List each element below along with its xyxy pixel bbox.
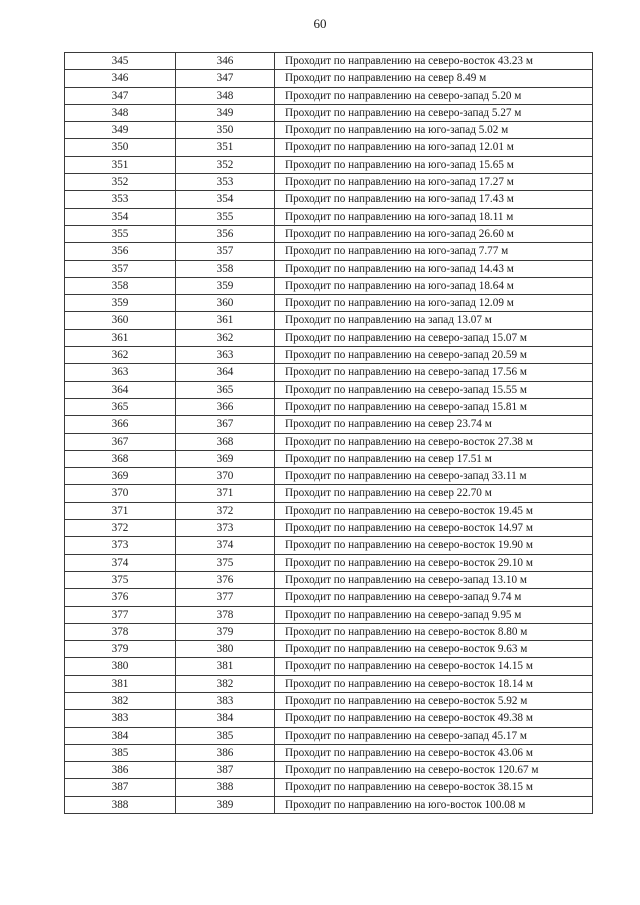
point-from-cell: 361 <box>65 329 176 346</box>
point-from-cell: 355 <box>65 225 176 242</box>
point-to-cell: 360 <box>176 295 275 312</box>
point-from-cell: 363 <box>65 364 176 381</box>
segment-description-cell: Проходит по направлению на северо-запад 9.74 м <box>275 589 593 606</box>
table-row <box>65 606 593 623</box>
table-row <box>65 381 593 398</box>
table-row <box>65 450 593 467</box>
table-row <box>65 347 593 364</box>
point-to-cell: 366 <box>176 398 275 415</box>
table-row <box>65 364 593 381</box>
point-from-cell: 346 <box>65 70 176 87</box>
point-from-cell: 368 <box>65 450 176 467</box>
segment-description-cell: Проходит по направлению на север 22.70 м <box>275 485 593 502</box>
point-to-cell: 374 <box>176 537 275 554</box>
point-to-cell: 379 <box>176 623 275 640</box>
point-from-cell: 353 <box>65 191 176 208</box>
segment-description-cell: Проходит по направлению на юго-запад 18.11 м <box>275 208 593 225</box>
segment-description-cell: Проходит по направлению на юго-запад 12.09 м <box>275 295 593 312</box>
table-row <box>65 174 593 191</box>
point-from-cell: 352 <box>65 174 176 191</box>
segment-description-cell: Проходит по направлению на запад 13.07 м <box>275 312 593 329</box>
table-row <box>65 641 593 658</box>
segment-description-cell: Проходит по направлению на северо-запад 15.81 м <box>275 398 593 415</box>
point-to-cell: 355 <box>176 208 275 225</box>
segment-description-cell: Проходит по направлению на юго-запад 26.60 м <box>275 225 593 242</box>
point-from-cell: 377 <box>65 606 176 623</box>
point-to-cell: 365 <box>176 381 275 398</box>
table-row <box>65 710 593 727</box>
table-row <box>65 520 593 537</box>
point-from-cell: 354 <box>65 208 176 225</box>
table-row <box>65 623 593 640</box>
point-from-cell: 373 <box>65 537 176 554</box>
point-from-cell: 349 <box>65 122 176 139</box>
point-from-cell: 388 <box>65 796 176 813</box>
point-to-cell: 389 <box>176 796 275 813</box>
point-to-cell: 375 <box>176 554 275 571</box>
table-row <box>65 225 593 242</box>
point-from-cell: 376 <box>65 589 176 606</box>
point-from-cell: 379 <box>65 641 176 658</box>
segment-description-cell: Проходит по направлению на северо-восток 18.14 м <box>275 675 593 692</box>
table-row <box>65 122 593 139</box>
table-row <box>65 87 593 104</box>
table-row <box>65 208 593 225</box>
point-from-cell: 369 <box>65 468 176 485</box>
segment-description-cell: Проходит по направлению на северо-восток 14.97 м <box>275 520 593 537</box>
point-from-cell: 367 <box>65 433 176 450</box>
table-row <box>65 692 593 709</box>
point-from-cell: 358 <box>65 277 176 294</box>
table-row <box>65 762 593 779</box>
point-to-cell: 384 <box>176 710 275 727</box>
segment-description-cell: Проходит по направлению на северо-запад 13.10 м <box>275 571 593 588</box>
point-to-cell: 367 <box>176 416 275 433</box>
table-row <box>65 139 593 156</box>
point-to-cell: 380 <box>176 641 275 658</box>
table-row <box>65 433 593 450</box>
segment-description-cell: Проходит по направлению на северо-восток 27.38 м <box>275 433 593 450</box>
point-to-cell: 349 <box>176 104 275 121</box>
point-to-cell: 363 <box>176 347 275 364</box>
segment-description-cell: Проходит по направлению на юго-запад 15.65 м <box>275 156 593 173</box>
segment-description-cell: Проходит по направлению на северо-восток 29.10 м <box>275 554 593 571</box>
point-to-cell: 373 <box>176 520 275 537</box>
point-from-cell: 357 <box>65 260 176 277</box>
point-from-cell: 382 <box>65 692 176 709</box>
point-to-cell: 350 <box>176 122 275 139</box>
table-row <box>65 398 593 415</box>
segment-description-cell: Проходит по направлению на север 8.49 м <box>275 70 593 87</box>
point-from-cell: 380 <box>65 658 176 675</box>
segment-description-cell: Проходит по направлению на северо-восток 5.92 м <box>275 692 593 709</box>
segment-description-cell: Проходит по направлению на юго-запад 17.43 м <box>275 191 593 208</box>
point-to-cell: 370 <box>176 468 275 485</box>
point-to-cell: 377 <box>176 589 275 606</box>
point-to-cell: 348 <box>176 87 275 104</box>
point-to-cell: 346 <box>176 53 275 70</box>
point-from-cell: 370 <box>65 485 176 502</box>
point-to-cell: 378 <box>176 606 275 623</box>
segment-description-cell: Проходит по направлению на юго-запад 18.64 м <box>275 277 593 294</box>
segment-description-cell: Проходит по направлению на северо-запад 33.11 м <box>275 468 593 485</box>
point-to-cell: 382 <box>176 675 275 692</box>
segment-description-cell: Проходит по направлению на северо-запад 20.59 м <box>275 347 593 364</box>
table-row <box>65 796 593 813</box>
table-row <box>65 658 593 675</box>
point-to-cell: 362 <box>176 329 275 346</box>
table-row <box>65 277 593 294</box>
point-to-cell: 354 <box>176 191 275 208</box>
point-from-cell: 378 <box>65 623 176 640</box>
segment-description-cell: Проходит по направлению на юго-запад 5.02 м <box>275 122 593 139</box>
point-from-cell: 366 <box>65 416 176 433</box>
segment-description-cell: Проходит по направлению на северо-запад 15.07 м <box>275 329 593 346</box>
point-from-cell: 381 <box>65 675 176 692</box>
boundary-table <box>64 52 593 814</box>
point-to-cell: 352 <box>176 156 275 173</box>
segment-description-cell: Проходит по направлению на юго-восток 100.08 м <box>275 796 593 813</box>
point-to-cell: 368 <box>176 433 275 450</box>
segment-description-cell: Проходит по направлению на северо-восток 43.06 м <box>275 744 593 761</box>
point-from-cell: 350 <box>65 139 176 156</box>
point-from-cell: 364 <box>65 381 176 398</box>
table-row <box>65 589 593 606</box>
point-from-cell: 365 <box>65 398 176 415</box>
point-to-cell: 364 <box>176 364 275 381</box>
segment-description-cell: Проходит по направлению на северо-запад 5.20 м <box>275 87 593 104</box>
point-from-cell: 374 <box>65 554 176 571</box>
point-from-cell: 371 <box>65 502 176 519</box>
point-from-cell: 384 <box>65 727 176 744</box>
table-row <box>65 537 593 554</box>
segment-description-cell: Проходит по направлению на северо-запад 45.17 м <box>275 727 593 744</box>
point-from-cell: 375 <box>65 571 176 588</box>
point-to-cell: 358 <box>176 260 275 277</box>
table-row <box>65 727 593 744</box>
table-row <box>65 70 593 87</box>
table-row <box>65 779 593 796</box>
segment-description-cell: Проходит по направлению на юго-запад 7.77 м <box>275 243 593 260</box>
segment-description-cell: Проходит по направлению на северо-запад 9.95 м <box>275 606 593 623</box>
point-to-cell: 357 <box>176 243 275 260</box>
page-number: 60 <box>313 16 327 31</box>
segment-description-cell: Проходит по направлению на северо-восток 9.63 м <box>275 641 593 658</box>
point-to-cell: 347 <box>176 70 275 87</box>
point-to-cell: 371 <box>176 485 275 502</box>
table-row <box>65 104 593 121</box>
table-row <box>65 260 593 277</box>
segment-description-cell: Проходит по направлению на северо-восток 8.80 м <box>275 623 593 640</box>
point-from-cell: 383 <box>65 710 176 727</box>
point-to-cell: 369 <box>176 450 275 467</box>
table-row <box>65 243 593 260</box>
segment-description-cell: Проходит по направлению на северо-восток 38.15 м <box>275 779 593 796</box>
segment-description-cell: Проходит по направлению на северо-запад 17.56 м <box>275 364 593 381</box>
table-row <box>65 675 593 692</box>
table-row <box>65 571 593 588</box>
point-from-cell: 360 <box>65 312 176 329</box>
point-to-cell: 376 <box>176 571 275 588</box>
point-from-cell: 347 <box>65 87 176 104</box>
point-from-cell: 359 <box>65 295 176 312</box>
point-from-cell: 348 <box>65 104 176 121</box>
segment-description-cell: Проходит по направлению на северо-восток 19.90 м <box>275 537 593 554</box>
point-to-cell: 372 <box>176 502 275 519</box>
segment-description-cell: Проходит по направлению на юго-запад 12.01 м <box>275 139 593 156</box>
segment-description-cell: Проходит по направлению на север 17.51 м <box>275 450 593 467</box>
point-from-cell: 372 <box>65 520 176 537</box>
segment-description-cell: Проходит по направлению на северо-запад 15.55 м <box>275 381 593 398</box>
point-to-cell: 385 <box>176 727 275 744</box>
segment-description-cell: Проходит по направлению на юго-запад 14.43 м <box>275 260 593 277</box>
point-from-cell: 362 <box>65 347 176 364</box>
point-from-cell: 345 <box>65 53 176 70</box>
point-to-cell: 386 <box>176 744 275 761</box>
point-to-cell: 356 <box>176 225 275 242</box>
point-from-cell: 356 <box>65 243 176 260</box>
table-row <box>65 744 593 761</box>
point-to-cell: 383 <box>176 692 275 709</box>
table-row <box>65 329 593 346</box>
segment-description-cell: Проходит по направлению на северо-восток 120.67 м <box>275 762 593 779</box>
table-row <box>65 554 593 571</box>
segment-description-cell: Проходит по направлению на северо-запад 5.27 м <box>275 104 593 121</box>
table-row <box>65 295 593 312</box>
table-row <box>65 485 593 502</box>
table-row <box>65 312 593 329</box>
segment-description-cell: Проходит по направлению на юго-запад 17.27 м <box>275 174 593 191</box>
segment-description-cell: Проходит по направлению на северо-восток 49.38 м <box>275 710 593 727</box>
table-row <box>65 468 593 485</box>
table-body <box>65 53 593 814</box>
point-from-cell: 351 <box>65 156 176 173</box>
segment-description-cell: Проходит по направлению на север 23.74 м <box>275 416 593 433</box>
point-to-cell: 388 <box>176 779 275 796</box>
point-to-cell: 351 <box>176 139 275 156</box>
segment-description-cell: Проходит по направлению на северо-восток 43.23 м <box>275 53 593 70</box>
table-row <box>65 191 593 208</box>
table-row <box>65 156 593 173</box>
point-to-cell: 387 <box>176 762 275 779</box>
point-to-cell: 353 <box>176 174 275 191</box>
table-row <box>65 53 593 70</box>
point-from-cell: 385 <box>65 744 176 761</box>
point-to-cell: 381 <box>176 658 275 675</box>
segment-description-cell: Проходит по направлению на северо-восток 19.45 м <box>275 502 593 519</box>
table-row <box>65 416 593 433</box>
point-from-cell: 386 <box>65 762 176 779</box>
point-to-cell: 359 <box>176 277 275 294</box>
segment-description-cell: Проходит по направлению на северо-восток 14.15 м <box>275 658 593 675</box>
point-to-cell: 361 <box>176 312 275 329</box>
table-row <box>65 502 593 519</box>
point-from-cell: 387 <box>65 779 176 796</box>
